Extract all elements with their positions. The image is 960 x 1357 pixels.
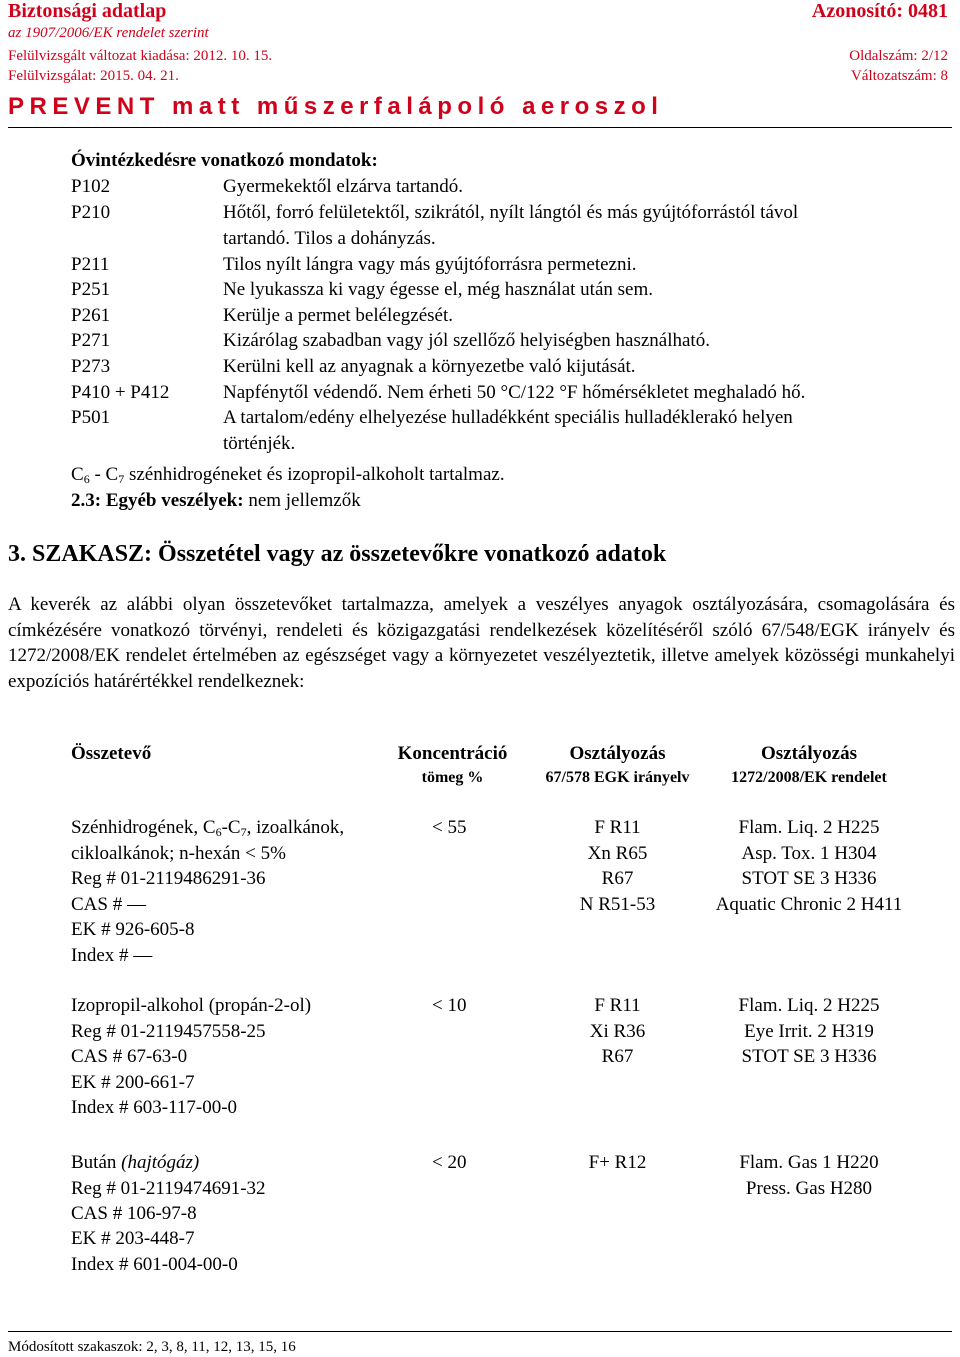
class-67-548: Xi R36: [589, 1021, 646, 1042]
component-index: Index # 601-004-00-0: [71, 1254, 238, 1275]
p-code: P102: [71, 176, 111, 197]
document-title: Biztonsági adatlap: [8, 0, 167, 22]
class-67-548: R67: [601, 1046, 634, 1067]
class-1272: Asp. Tox. 1 H304: [741, 843, 877, 864]
p-statement: Napfénytől védendő. Nem érheti 50 °C/122 °F hőmérsékletet meghaladó hő.: [223, 382, 806, 403]
p-statement: A tartalom/edény elhelyezése hulladékként speciális hulladéklerakó helyen: [223, 407, 793, 428]
col-class-1272-sub: 1272/2008/EK rendelet: [731, 769, 887, 786]
p-code: P410 + P412: [71, 382, 170, 403]
regulation-reference: az 1907/2006/EK rendelet szerint: [8, 25, 209, 41]
document-identifier: Azonosító: 0481: [811, 0, 948, 22]
component-concentration: < 55: [432, 817, 467, 838]
class-1272: Eye Irrit. 2 H319: [744, 1021, 874, 1042]
component-cas: CAS # —: [71, 894, 146, 915]
component-index: Index # 603-117-00-0: [71, 1097, 238, 1118]
col-class-1272: Osztályozás: [760, 743, 858, 764]
class-1272: Aquatic Chronic 2 H411: [715, 894, 903, 915]
class-67-548: R67: [601, 868, 634, 889]
class-1272: STOT SE 3 H336: [741, 868, 877, 889]
class-1272: Press. Gas H280: [745, 1178, 873, 1199]
header-divider: [8, 127, 952, 128]
p-statement: Kerülje a permet belélegzését.: [223, 305, 453, 326]
p-statement: Hőtől, forró felületektől, szikrától, nyílt lángtól és más gyújtóforrástól távol: [223, 202, 799, 223]
p-code: P211: [71, 254, 110, 275]
p-code: P271: [71, 330, 111, 351]
col-concentration: Koncentráció: [397, 743, 508, 764]
product-name: PREVENT matt műszerfalápoló aeroszol: [8, 93, 664, 120]
class-67-548: F R11: [594, 995, 641, 1016]
other-hazards: 2.3: Egyéb veszélyek: nem jellemzők: [71, 490, 361, 511]
class-1272: Flam. Liq. 2 H225: [738, 995, 880, 1016]
p-statement: Tilos nyílt lángra vagy más gyújtóforrásra permetezni.: [223, 254, 637, 275]
p-statement: Kerülni kell az anyagnak a környezetbe való kijutását.: [223, 356, 636, 377]
revision-date: Felülvizsgálat: 2015. 04. 21.: [8, 68, 179, 84]
component-name: Bután (hajtógáz): [71, 1152, 200, 1173]
contains-note: $C_6 - C_7$ szénhidrogéneket és izopropil-alkoholt tartalmaz.: [71, 464, 505, 486]
component-name: Szénhidrogének, $C_6-C_7$, izoalkánok,: [71, 817, 345, 839]
component-cas: CAS # 106-97-8: [71, 1203, 197, 1224]
p-statement: Ne lyukassza ki vagy égesse el, még használat után sem.: [223, 279, 653, 300]
section-3-title: 3. SZAKASZ: Összetétel vagy az összetevőkre vonatkozó adatok: [8, 541, 667, 567]
p-code: P251: [71, 279, 111, 300]
col-concentration-unit: tömeg %: [421, 769, 484, 786]
p-statement: Gyermekektől elzárva tartandó.: [223, 176, 464, 197]
p-statement-cont: tartandó. Tilos a dohányzás.: [223, 228, 436, 249]
component-ek: EK # 200-661-7: [71, 1072, 195, 1093]
class-67-548: N R51-53: [579, 894, 656, 915]
section-3-intro: A keverék az alábbi olyan összetevőket tartalmazza, amelyek a veszélyes anyagok osztályozására, csomagolására és címkézésére vonatkozó törvényi, rendeleti és közigazgatási rendelkezések közelítéséről szóló 67/548/EGK irányelv és 1272/2008/EK rendelet értelmében az egészséget vagy a környezetet veszélyeztetik, illetve amelyek közösségi munkahelyi expozíciós határértékkel rendelkeznek:: [8, 594, 955, 692]
footer-divider: [8, 1331, 952, 1332]
class-67-548: F R11: [594, 817, 641, 838]
component-cas: CAS # 67-63-0: [71, 1046, 188, 1067]
component-index: Index # —: [71, 945, 153, 966]
component-reg: Reg # 01-2119486291-36: [71, 868, 266, 889]
component-ek: EK # 926-605-8: [71, 919, 195, 940]
precautionary-heading: Óvintézkedésre vonatkozó mondatok:: [71, 150, 378, 171]
p-code: P501: [71, 407, 111, 428]
page-number: Oldalszám: 2/12: [849, 48, 948, 64]
class-67-548: Xn R65: [587, 843, 648, 864]
class-1272: Flam. Gas 1 H220: [739, 1152, 879, 1173]
p-code: P261: [71, 305, 111, 326]
p-code: P273: [71, 356, 111, 377]
component-reg: Reg # 01-2119457558-25: [71, 1021, 266, 1042]
change-number: Változatszám: 8: [850, 68, 948, 84]
class-1272: Flam. Liq. 2 H225: [738, 817, 880, 838]
component-concentration: < 20: [432, 1152, 467, 1173]
component-name: Izopropil-alkohol (propán-2-ol): [71, 995, 312, 1016]
component-concentration: < 10: [432, 995, 467, 1016]
class-67-548: F+ R12: [588, 1152, 647, 1173]
component-line: cikloalkánok; n-hexán < 5%: [71, 843, 286, 864]
p-code: P210: [71, 202, 111, 223]
col-class-67-548: Osztályozás: [569, 743, 666, 764]
class-1272: STOT SE 3 H336: [741, 1046, 877, 1067]
col-class-67-548-sub: 67/578 EGK irányelv: [545, 769, 690, 786]
p-statement-cont: történjék.: [223, 433, 296, 454]
component-ek: EK # 203-448-7: [71, 1228, 195, 1249]
modified-sections: Módosított szakaszok: 2, 3, 8, 11, 12, 13, 15, 16: [8, 1339, 296, 1355]
component-reg: Reg # 01-2119474691-32: [71, 1178, 266, 1199]
revision-issue: Felülvizsgált változat kiadása: 2012. 10. 15.: [8, 48, 273, 64]
col-component: Összetevő: [71, 743, 152, 764]
p-statement: Kizárólag szabadban vagy jól szellőző helyiségben használható.: [223, 330, 710, 351]
